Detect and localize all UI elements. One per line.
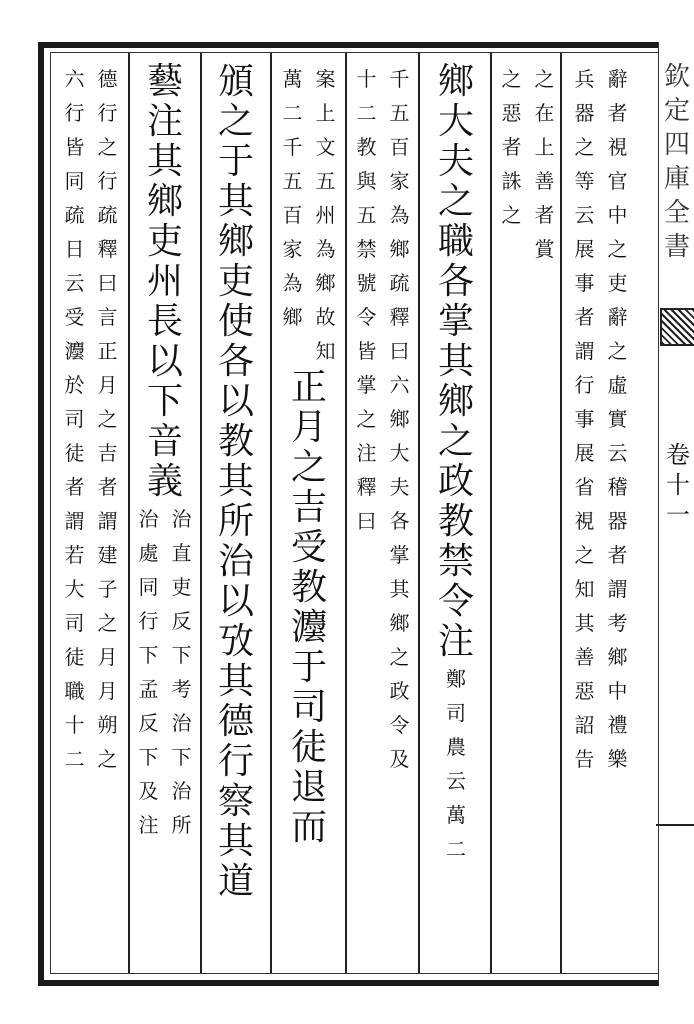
main-char: 其 xyxy=(437,341,474,382)
note-char: 之 xyxy=(389,645,410,669)
note-char: 及 xyxy=(138,779,159,803)
main-char: 灋 xyxy=(290,607,327,648)
double-line-commentary xyxy=(276,62,342,368)
main-char: 鄉 xyxy=(437,61,474,102)
note-char: 誅 xyxy=(501,169,522,193)
commentary-line-left xyxy=(350,62,383,776)
text-column-2 xyxy=(495,62,561,967)
volume-char: 十 xyxy=(666,471,690,499)
note-char: 百 xyxy=(282,203,303,227)
note-char: 釋 xyxy=(389,305,410,329)
note-char: 月 xyxy=(97,679,118,703)
margin-title-char: 四 xyxy=(663,130,690,160)
note-char: 者 xyxy=(607,101,628,125)
commentary-line-left xyxy=(132,502,165,842)
margin-title-char: 全 xyxy=(663,198,690,228)
note-char: 及 xyxy=(389,747,410,771)
note-char: 器 xyxy=(607,509,628,533)
note-char: 謂 xyxy=(607,577,628,601)
main-char: 所 xyxy=(217,501,254,542)
main-char: 以 xyxy=(217,381,254,422)
note-char: 中 xyxy=(607,203,628,227)
note-char: 治 xyxy=(171,711,192,735)
note-char: 樂 xyxy=(607,747,628,771)
note-char: 皆 xyxy=(356,339,377,363)
note-char: 為 xyxy=(282,271,303,295)
main-text xyxy=(147,62,183,502)
note-char: 下 xyxy=(171,745,192,769)
main-char: 之 xyxy=(437,181,474,222)
note-char: 上 xyxy=(534,135,555,159)
main-char: 其 xyxy=(217,461,254,502)
note-char: 視 xyxy=(607,135,628,159)
margin-tick xyxy=(656,824,694,826)
main-char: 長 xyxy=(146,301,183,342)
note-char: 處 xyxy=(138,541,159,565)
commentary-line-left xyxy=(276,62,309,368)
volume-char: 卷 xyxy=(666,441,690,469)
main-char: 教 xyxy=(217,421,254,462)
volume-label xyxy=(664,440,692,530)
note-char: 者 xyxy=(574,305,595,329)
inline-note xyxy=(446,662,466,866)
note-char: 灋 xyxy=(64,339,85,363)
note-char: 謂 xyxy=(64,509,85,533)
main-char: 徒 xyxy=(290,727,327,768)
note-char: 者 xyxy=(607,543,628,567)
note-char: 謂 xyxy=(574,339,595,363)
main-char: 教 xyxy=(437,501,474,542)
margin-title-char: 庫 xyxy=(663,164,690,194)
note-char: 六 xyxy=(389,373,410,397)
note-char: 之 xyxy=(97,611,118,635)
column-rule xyxy=(490,53,492,973)
text-column-4 xyxy=(350,62,416,967)
margin-title-char: 書 xyxy=(663,232,690,262)
note-char: 鄉 xyxy=(607,645,628,669)
note-char: 注 xyxy=(356,441,377,465)
note-char: 故 xyxy=(315,305,336,329)
note-char: 等 xyxy=(574,169,595,193)
note-char: 千 xyxy=(389,67,410,91)
note-char: 云 xyxy=(64,271,85,295)
main-char: 吏 xyxy=(146,221,183,262)
note-char: 夫 xyxy=(389,475,410,499)
column-rule xyxy=(128,53,130,973)
note-char: 之 xyxy=(574,135,595,159)
note-char: 五 xyxy=(282,169,303,193)
note-char: 德 xyxy=(97,67,118,91)
note-char: 反 xyxy=(171,609,192,633)
main-char: 其 xyxy=(217,661,254,702)
note-char: 曰 xyxy=(356,509,377,533)
note-char: 治 xyxy=(138,507,159,531)
note-char: 行 xyxy=(64,101,85,125)
note-char: 月 xyxy=(97,645,118,669)
note-char: 之 xyxy=(97,747,118,771)
note-char: 治 xyxy=(171,779,192,803)
main-char: 于 xyxy=(217,141,254,182)
note-char: 掌 xyxy=(356,373,377,397)
note-char: 六 xyxy=(64,67,85,91)
main-char: 正 xyxy=(290,367,327,408)
note-char: 其 xyxy=(389,577,410,601)
note-char: 惡 xyxy=(574,679,595,703)
note-char: 萬 xyxy=(282,67,303,91)
note-char: 正 xyxy=(97,339,118,363)
main-char: 大 xyxy=(437,101,474,142)
note-char: 五 xyxy=(315,169,336,193)
note-char: 令 xyxy=(389,713,410,737)
note-char: 注 xyxy=(138,813,159,837)
main-char: 之 xyxy=(217,101,254,142)
note-char: 鄭 xyxy=(446,667,466,691)
main-char: 德 xyxy=(217,701,254,742)
double-line-commentary xyxy=(132,502,198,842)
main-char: 頒 xyxy=(217,61,254,102)
note-char: 二 xyxy=(356,101,377,125)
note-char: 二 xyxy=(64,747,85,771)
note-char: 曰 xyxy=(389,339,410,363)
main-char: 受 xyxy=(290,527,327,568)
note-char: 之 xyxy=(501,203,522,227)
note-char: 直 xyxy=(171,541,192,565)
commentary-line-right xyxy=(601,62,634,776)
note-char: 稽 xyxy=(607,475,628,499)
note-char: 受 xyxy=(64,305,85,329)
note-char: 吉 xyxy=(97,441,118,465)
note-char: 器 xyxy=(574,101,595,125)
note-char: 釋 xyxy=(356,475,377,499)
text-column-6 xyxy=(204,62,268,967)
column-rule xyxy=(345,53,347,973)
note-char: 者 xyxy=(97,475,118,499)
note-char: 考 xyxy=(171,677,192,701)
note-char: 日 xyxy=(64,237,85,261)
note-char: 行 xyxy=(574,373,595,397)
note-char: 鄉 xyxy=(389,237,410,261)
note-char: 行 xyxy=(97,169,118,193)
note-char: 各 xyxy=(389,509,410,533)
note-char: 展 xyxy=(574,441,595,465)
main-char: 鄉 xyxy=(437,381,474,422)
book-title-margin xyxy=(662,60,692,264)
note-char: 之 xyxy=(574,543,595,567)
note-char: 疏 xyxy=(389,271,410,295)
note-char: 賞 xyxy=(534,237,555,261)
margin-title-char: 定 xyxy=(663,96,690,126)
note-char: 司 xyxy=(446,701,466,725)
main-char: 注 xyxy=(146,101,183,142)
main-char: 其 xyxy=(217,181,254,222)
note-char: 令 xyxy=(356,305,377,329)
double-line-commentary xyxy=(568,62,634,776)
commentary-line-left xyxy=(568,62,601,776)
double-line-commentary xyxy=(58,62,124,776)
main-char: 州 xyxy=(146,261,183,302)
note-char: 其 xyxy=(574,611,595,635)
fishtail-mark xyxy=(660,308,694,346)
commentary-line-right xyxy=(309,62,342,368)
main-char: 退 xyxy=(290,767,327,808)
note-char: 鄉 xyxy=(282,305,303,329)
main-char: 令 xyxy=(437,581,474,622)
note-char: 者 xyxy=(534,203,555,227)
double-line-commentary xyxy=(350,62,416,776)
note-char: 同 xyxy=(64,169,85,193)
note-char: 建 xyxy=(97,543,118,567)
note-char: 鄉 xyxy=(389,407,410,431)
note-char: 職 xyxy=(64,679,85,703)
main-text xyxy=(291,368,327,848)
note-char: 云 xyxy=(446,769,466,793)
note-char: 兵 xyxy=(574,67,595,91)
main-char: 其 xyxy=(146,141,183,182)
column-rule xyxy=(200,53,202,973)
note-char: 虛 xyxy=(607,373,628,397)
note-char: 徒 xyxy=(64,441,85,465)
note-char: 下 xyxy=(138,745,159,769)
note-char: 下 xyxy=(138,643,159,667)
commentary-line-right xyxy=(91,62,124,776)
note-char: 號 xyxy=(356,271,377,295)
main-text xyxy=(218,62,254,902)
note-char: 惡 xyxy=(501,101,522,125)
note-char: 事 xyxy=(574,407,595,431)
note-char: 謂 xyxy=(97,509,118,533)
note-char: 之 xyxy=(97,135,118,159)
volume-char: 一 xyxy=(666,501,690,529)
note-char: 十 xyxy=(64,713,85,737)
note-char: 之 xyxy=(97,407,118,431)
note-char: 知 xyxy=(315,339,336,363)
note-char: 萬 xyxy=(446,803,466,827)
margin-title-char: 欽 xyxy=(663,62,690,92)
note-char: 為 xyxy=(315,237,336,261)
main-text xyxy=(438,62,474,662)
note-char: 農 xyxy=(446,735,466,759)
main-char: 教 xyxy=(290,567,327,608)
note-char: 實 xyxy=(607,407,628,431)
note-char: 十 xyxy=(356,67,377,91)
note-char: 鄉 xyxy=(315,271,336,295)
main-char: 下 xyxy=(146,381,183,422)
note-char: 千 xyxy=(282,135,303,159)
note-char: 上 xyxy=(315,101,336,125)
note-char: 大 xyxy=(64,577,85,601)
note-char: 大 xyxy=(389,441,410,465)
main-char: 義 xyxy=(146,461,183,502)
note-char: 家 xyxy=(389,169,410,193)
main-char: 察 xyxy=(217,781,254,822)
note-char: 行 xyxy=(97,101,118,125)
column-rule xyxy=(270,53,272,973)
main-char: 夫 xyxy=(437,141,474,182)
text-column-8 xyxy=(56,62,126,967)
note-char: 司 xyxy=(64,611,85,635)
note-char: 州 xyxy=(315,203,336,227)
text-column-3 xyxy=(423,62,489,967)
main-char: 音 xyxy=(146,421,183,462)
note-char: 若 xyxy=(64,543,85,567)
note-char: 行 xyxy=(138,609,159,633)
note-char: 者 xyxy=(64,475,85,499)
note-char: 政 xyxy=(389,679,410,703)
note-char: 反 xyxy=(138,711,159,735)
main-char: 以 xyxy=(217,581,254,622)
commentary-line-left xyxy=(495,62,528,266)
note-char: 為 xyxy=(389,203,410,227)
note-char: 吏 xyxy=(607,271,628,295)
note-char: 省 xyxy=(574,475,595,499)
note-char: 二 xyxy=(446,837,466,861)
note-char: 家 xyxy=(282,237,303,261)
main-char: 政 xyxy=(437,461,474,502)
note-char: 掌 xyxy=(389,543,410,567)
note-char: 孟 xyxy=(138,677,159,701)
note-char: 者 xyxy=(501,135,522,159)
note-char: 之 xyxy=(356,407,377,431)
main-char: 藝 xyxy=(146,61,183,102)
main-char: 之 xyxy=(437,421,474,462)
main-char: 各 xyxy=(217,341,254,382)
note-char: 文 xyxy=(315,135,336,159)
note-char: 辭 xyxy=(607,67,628,91)
main-char: 掌 xyxy=(437,301,474,342)
main-char: 其 xyxy=(217,821,254,862)
main-char: 于 xyxy=(290,647,327,688)
note-char: 善 xyxy=(574,645,595,669)
main-char: 而 xyxy=(290,807,327,848)
note-char: 之 xyxy=(607,339,628,363)
note-char: 徒 xyxy=(64,645,85,669)
commentary-line-right xyxy=(165,502,198,842)
note-char: 吏 xyxy=(171,575,192,599)
main-char: 治 xyxy=(217,541,254,582)
note-char: 言 xyxy=(97,305,118,329)
note-char: 之 xyxy=(607,237,628,261)
note-char: 考 xyxy=(607,611,628,635)
text-column-1 xyxy=(566,62,636,967)
note-char: 鄉 xyxy=(389,611,410,635)
commentary-line-right xyxy=(383,62,416,776)
note-char: 疏 xyxy=(97,203,118,227)
note-char: 知 xyxy=(574,577,595,601)
note-char: 二 xyxy=(282,101,303,125)
main-char: 鄉 xyxy=(146,181,183,222)
main-char: 攷 xyxy=(217,621,254,662)
note-char: 皆 xyxy=(64,135,85,159)
commentary-line-right xyxy=(528,62,561,266)
main-char: 司 xyxy=(290,687,327,728)
note-char: 教 xyxy=(356,135,377,159)
commentary-line-left xyxy=(58,62,91,776)
note-char: 禮 xyxy=(607,713,628,737)
note-char: 中 xyxy=(607,679,628,703)
note-char: 事 xyxy=(574,271,595,295)
note-char: 疏 xyxy=(64,203,85,227)
note-char: 禁 xyxy=(356,237,377,261)
main-char: 使 xyxy=(217,301,254,342)
main-char: 禁 xyxy=(437,541,474,582)
note-char: 詔 xyxy=(574,713,595,737)
main-char: 之 xyxy=(290,447,327,488)
main-char: 月 xyxy=(290,407,327,448)
main-char: 吏 xyxy=(217,261,254,302)
note-char: 所 xyxy=(171,813,192,837)
note-char: 曰 xyxy=(97,271,118,295)
note-char: 視 xyxy=(574,509,595,533)
main-char: 各 xyxy=(437,261,474,302)
note-char: 子 xyxy=(97,577,118,601)
note-char: 展 xyxy=(574,237,595,261)
main-char: 職 xyxy=(437,221,474,262)
note-char: 云 xyxy=(607,441,628,465)
note-char: 與 xyxy=(356,169,377,193)
main-char: 行 xyxy=(217,741,254,782)
note-char: 云 xyxy=(574,203,595,227)
note-char: 五 xyxy=(389,101,410,125)
note-char: 同 xyxy=(138,575,159,599)
main-char: 道 xyxy=(217,861,254,902)
note-char: 治 xyxy=(171,507,192,531)
note-char: 之 xyxy=(501,67,522,91)
note-char: 告 xyxy=(574,747,595,771)
text-column-7 xyxy=(132,62,198,967)
note-char: 案 xyxy=(315,67,336,91)
note-char: 於 xyxy=(64,373,85,397)
note-char: 釋 xyxy=(97,237,118,261)
note-char: 司 xyxy=(64,407,85,431)
note-char: 辭 xyxy=(607,305,628,329)
note-char: 官 xyxy=(607,169,628,193)
note-char: 在 xyxy=(534,101,555,125)
note-char: 善 xyxy=(534,169,555,193)
column-rule xyxy=(418,53,420,973)
double-line-commentary xyxy=(495,62,561,266)
note-char: 百 xyxy=(389,135,410,159)
main-char: 注 xyxy=(437,621,474,662)
note-char: 五 xyxy=(356,203,377,227)
note-char: 下 xyxy=(171,643,192,667)
main-char: 吉 xyxy=(290,487,327,528)
note-char: 朔 xyxy=(97,713,118,737)
note-char: 之 xyxy=(534,67,555,91)
main-char: 鄉 xyxy=(217,221,254,262)
note-char: 月 xyxy=(97,373,118,397)
text-column-5 xyxy=(275,62,343,967)
main-char: 以 xyxy=(146,341,183,382)
